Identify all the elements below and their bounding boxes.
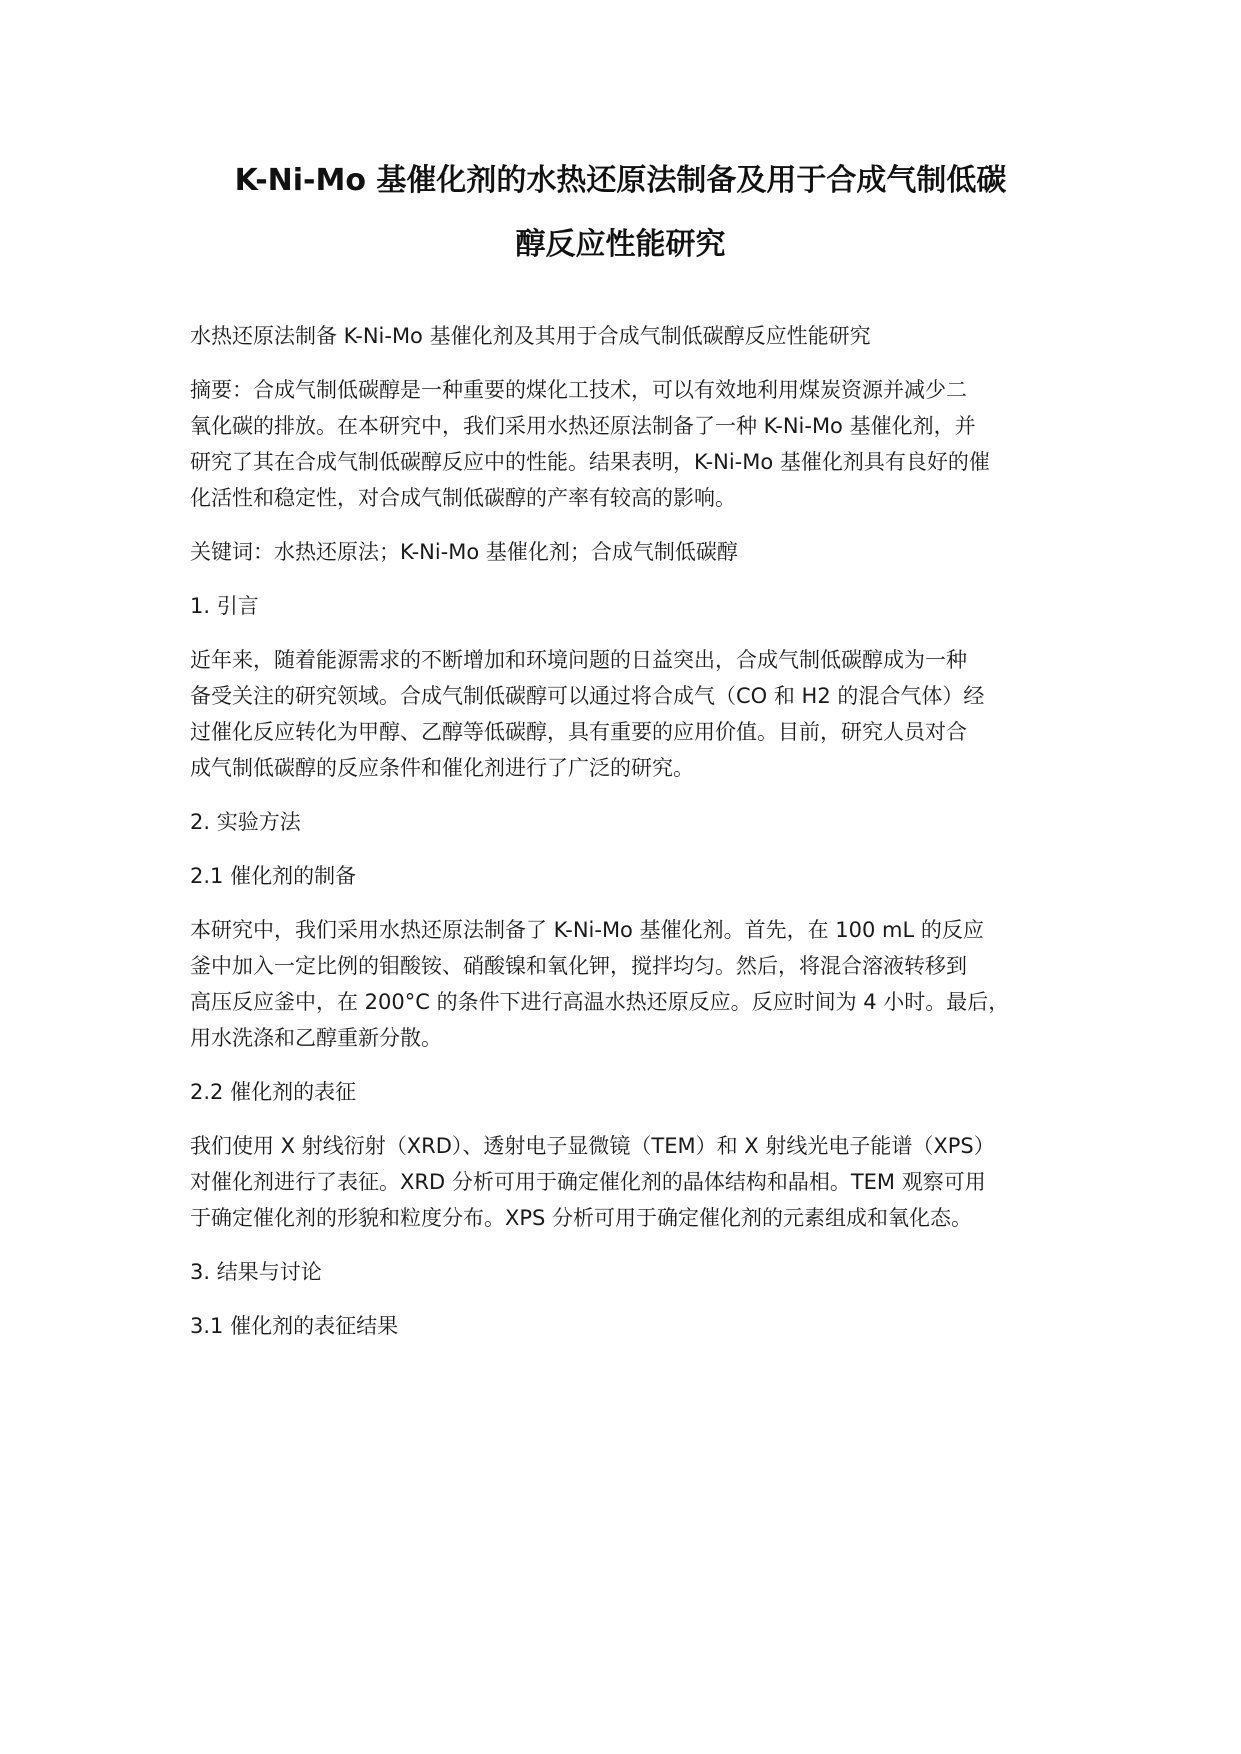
abstract-line: 摘要：合成气制低碳醇是一种重要的煤化工技术，可以有效地利用煤炭资源并减少二: [190, 378, 967, 402]
abstract-line: 研究了其在合成气制低碳醇反应中的性能。结果表明，K-Ni-Mo 基催化剂具有良好的催: [190, 450, 990, 474]
paragraph-line: 于确定催化剂的形貌和粒度分布。XPS 分析可用于确定催化剂的元素组成和氧化态。: [190, 1206, 973, 1230]
section-heading: 2. 实验方法: [190, 810, 301, 834]
paragraph-line: 成气制低碳醇的反应条件和催化剂进行了广泛的研究。: [190, 756, 694, 780]
paragraph-line: 高压反应釜中，在 200°C 的条件下进行高温水热还原反应。反应时间为 4 小时。最后，: [190, 990, 1010, 1014]
paragraph-line: 对催化剂进行了表征。XRD 分析可用于确定催化剂的晶体结构和晶相。TEM 观察可用: [190, 1170, 986, 1194]
paragraph-line: 本研究中，我们采用水热还原法制备了 K-Ni-Mo 基催化剂。首先，在 100 mL 的反应: [190, 918, 984, 942]
paragraph-line: 过催化反应转化为甲醇、乙醇等低碳醇，具有重要的应用价值。目前，研究人员对合: [190, 720, 967, 744]
keywords: 关键词：水热还原法；K-Ni-Mo 基催化剂；合成气制低碳醇: [190, 540, 738, 564]
subsection-heading: 3.1 催化剂的表征结果: [190, 1314, 399, 1338]
document-title-line-2: 醇反应性能研究: [515, 227, 726, 262]
abstract-line: 氧化碳的排放。在本研究中，我们采用水热还原法制备了一种 K-Ni-Mo 基催化剂，并: [190, 414, 976, 438]
subsection-heading: 2.2 催化剂的表征: [190, 1080, 357, 1104]
paragraph-line: 釜中加入一定比例的钼酸铵、硝酸镍和氧化钾，搅拌均匀。然后，将混合溶液转移到: [190, 954, 967, 978]
subsection-heading: 2.1 催化剂的制备: [190, 864, 357, 888]
document-title-line-1: K-Ni-Mo 基催化剂的水热还原法制备及用于合成气制低碳: [234, 163, 1007, 198]
subtitle: 水热还原法制备 K-Ni-Mo 基催化剂及其用于合成气制低碳醇反应性能研究: [190, 324, 871, 348]
abstract-line: 化活性和稳定性，对合成气制低碳醇的产率有较高的影响。: [190, 486, 736, 510]
paragraph-line: 近年来，随着能源需求的不断增加和环境问题的日益突出，合成气制低碳醇成为一种: [190, 648, 967, 672]
section-heading: 1. 引言: [190, 594, 259, 618]
section-heading: 3. 结果与讨论: [190, 1260, 322, 1284]
paragraph-line: 备受关注的研究领域。合成气制低碳醇可以通过将合成气（CO 和 H2 的混合气体）经: [190, 684, 985, 708]
paragraph-line: 用水洗涤和乙醇重新分散。: [190, 1026, 442, 1050]
paragraph-line: 我们使用 X 射线衍射（XRD）、透射电子显微镜（TEM）和 X 射线光电子能谱（XPS）: [190, 1134, 995, 1158]
